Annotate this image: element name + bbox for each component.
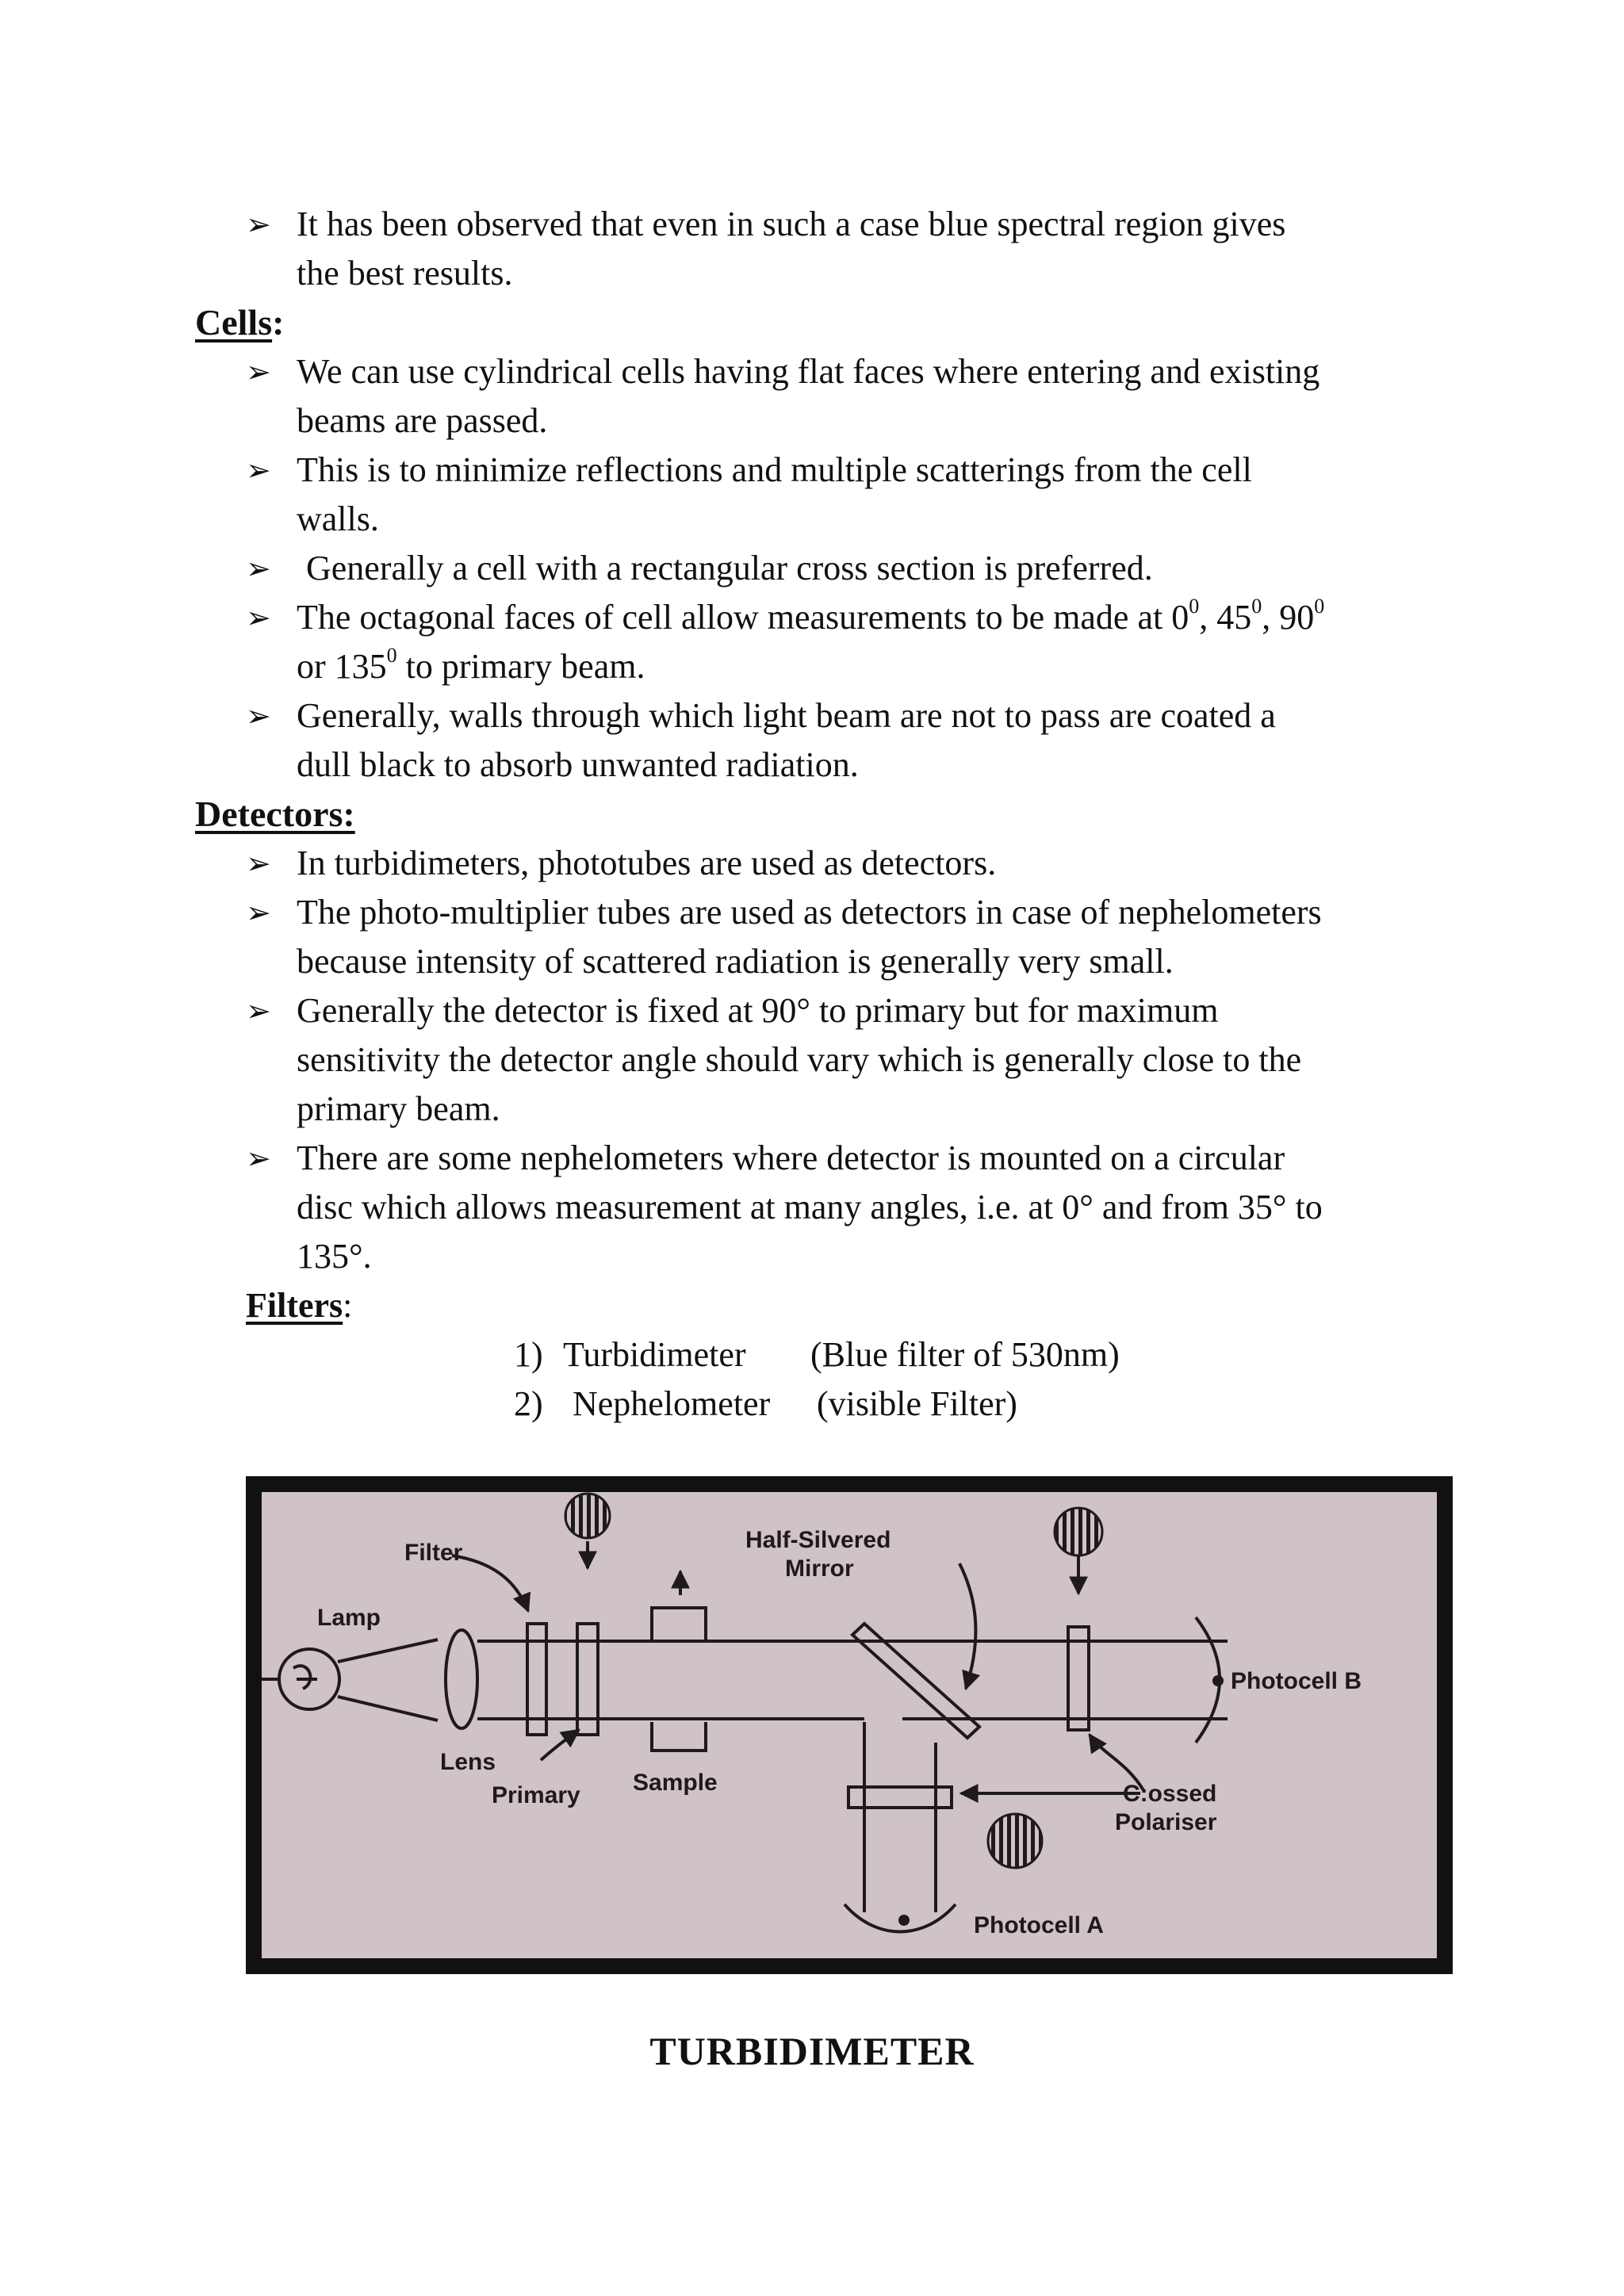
text-segment: , 90	[1262, 598, 1315, 637]
filter-item-2-num: 2)	[514, 1384, 543, 1423]
polarised-disc-icon	[565, 1494, 610, 1538]
text-segment: or 135	[297, 647, 387, 686]
bullet-arrow-icon: ➢	[246, 600, 271, 635]
beam-vertical	[864, 1722, 936, 1912]
filters-heading-text: Filters	[246, 1286, 343, 1325]
superscript: 0	[1189, 595, 1200, 618]
bullet-text-continued: walls.	[297, 499, 379, 538]
superscript: 0	[1314, 595, 1325, 618]
detectors-heading-text: Detectors:	[195, 794, 355, 834]
bullet-text-continued: sensitivity the detector angle should vary which is generally close to the	[297, 1040, 1302, 1079]
bullet-text-continued: the best results.	[297, 254, 513, 293]
filter-item-1-num: 1)	[514, 1335, 543, 1374]
label-half-silvered: Half-Silvered	[745, 1527, 891, 1553]
bullet-arrow-icon: ➢	[246, 1141, 271, 1176]
bullet-text-continued	[297, 642, 645, 691]
bullet-text-continued: 135°.	[297, 1237, 372, 1276]
figure-caption: TURBIDIMETER	[649, 2029, 975, 2073]
label-primary: Primary	[492, 1782, 580, 1808]
filter-item-1-desc: (Blue filter of 530nm)	[810, 1335, 1120, 1374]
bullet-text-continued: because intensity of scattered radiation is generally very small.	[297, 942, 1174, 981]
polarised-disc-icon	[1055, 1508, 1102, 1556]
superscript: 0	[386, 644, 397, 668]
lamp-icon	[262, 1649, 339, 1709]
bullet-text: Generally, walls through which light beam are not to pass are coated a	[297, 696, 1276, 735]
bullet-arrow-icon: ➢	[246, 453, 271, 488]
bullet-text	[297, 593, 1324, 642]
photocell-b-dot	[1212, 1675, 1224, 1686]
detectors-heading	[195, 790, 355, 839]
diagram-photo	[262, 1492, 1437, 1958]
bullet-text: In turbidimeters, phototubes are used as detectors.	[297, 844, 997, 882]
bullet-text-continued: beams are passed.	[297, 401, 548, 440]
mirror-pointer	[959, 1563, 975, 1689]
bullet-arrow-icon: ➢	[246, 846, 271, 881]
label-mirror: Mirror	[785, 1556, 854, 1582]
bullet-arrow-icon: ➢	[246, 993, 271, 1028]
photocell-a-dot	[898, 1915, 910, 1926]
turbidimeter-diagram	[246, 1476, 1453, 1974]
filter-item-2-name: Nephelometer	[573, 1384, 771, 1423]
bullet-arrow-icon: ➢	[246, 698, 271, 733]
bullet-text: Generally a cell with a rectangular cross section is preferred.	[306, 549, 1153, 587]
label-lens: Lens	[440, 1749, 496, 1775]
cells-heading-text: Cells	[195, 302, 273, 342]
superscript: 0	[1251, 595, 1262, 618]
label-sample: Sample	[633, 1770, 718, 1796]
bullet-text: This is to minimize reflections and multiple scatterings from the cell	[297, 450, 1252, 489]
label-filter: Filter	[404, 1540, 463, 1566]
filter-item-2-desc: (visible Filter)	[817, 1384, 1017, 1423]
sample-cell	[652, 1608, 706, 1751]
filter-item-1-name: Turbidimeter	[563, 1335, 746, 1374]
lens-icon	[446, 1630, 477, 1728]
bullet-text: There are some nephelometers where detector is mounted on a circular	[297, 1138, 1285, 1177]
label-photocell-a: Photocell A	[974, 1912, 1104, 1938]
label-photocell-b: Photocell B	[1231, 1668, 1362, 1694]
filters-heading	[246, 1281, 352, 1330]
text-segment: , 45	[1199, 598, 1252, 637]
bullet-arrow-icon: ➢	[246, 354, 271, 389]
filter-pointer	[452, 1556, 528, 1611]
bullet-text-continued: disc which allows measurement at many angles, i.e. at 0° and from 35° to	[297, 1188, 1323, 1226]
bullet-text-continued: dull black to absorb unwanted radiation.	[297, 745, 859, 784]
filters-heading-colon: :	[343, 1286, 353, 1325]
bullet-arrow-icon: ➢	[246, 551, 271, 586]
diagram-svg	[262, 1492, 1437, 1958]
bullet-arrow-icon: ➢	[246, 895, 271, 930]
text-segment: The octagonal faces of cell allow measurements to be made at 0	[297, 598, 1189, 637]
text-segment: to primary beam.	[396, 647, 645, 686]
bullet-arrow-icon: ➢	[246, 207, 271, 242]
bullet-text: We can use cylindrical cells having flat faces where entering and existing	[297, 352, 1320, 391]
bullet-text: The photo-multiplier tubes are used as detectors in case of nephelometers	[297, 893, 1322, 932]
label-polariser: Polariser	[1115, 1809, 1217, 1835]
label-lamp: Lamp	[317, 1605, 381, 1631]
polarised-disc-icon	[988, 1814, 1042, 1868]
bullet-text-continued: primary beam.	[297, 1089, 500, 1128]
bullet-text: It has been observed that even in such a case blue spectral region gives	[297, 205, 1286, 243]
bullet-text: Generally the detector is fixed at 90° to primary but for maximum	[297, 991, 1219, 1030]
cells-heading-colon: :	[272, 302, 285, 342]
light-cone	[338, 1640, 438, 1720]
cells-heading	[195, 298, 284, 347]
label-crossed: C:ossed	[1123, 1781, 1217, 1807]
